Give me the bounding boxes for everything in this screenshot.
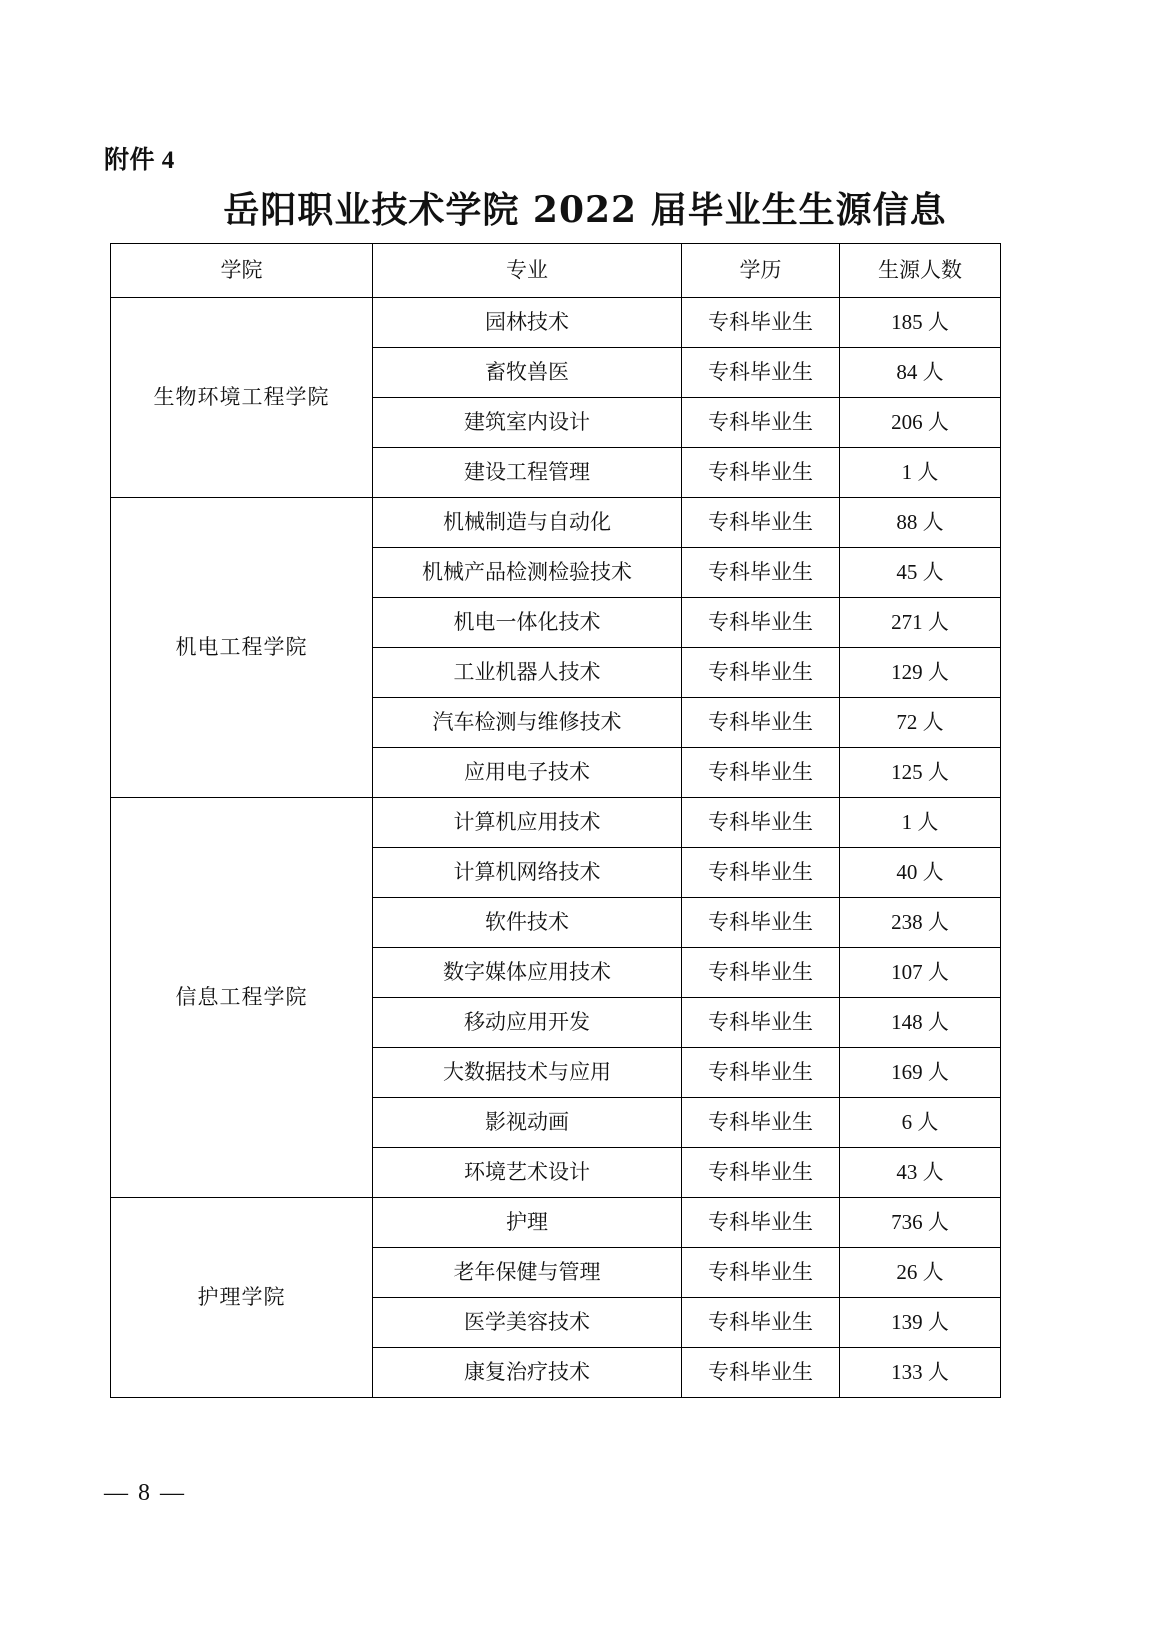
- cell-count: 139 人: [840, 1298, 1001, 1348]
- column-header-college: 学院: [111, 244, 373, 298]
- cell-count: 107 人: [840, 948, 1001, 998]
- cell-major: 机电一体化技术: [373, 598, 682, 648]
- cell-degree: 专科毕业生: [682, 348, 840, 398]
- cell-major: 汽车检测与维修技术: [373, 698, 682, 748]
- cell-major: 影视动画: [373, 1098, 682, 1148]
- table-row: [111, 798, 1001, 848]
- cell-major: 移动应用开发: [373, 998, 682, 1048]
- cell-major: 环境艺术设计: [373, 1148, 682, 1198]
- cell-count: 185 人: [840, 298, 1001, 348]
- cell-count: 40 人: [840, 848, 1001, 898]
- cell-count: 206 人: [840, 398, 1001, 448]
- cell-count: 736 人: [840, 1198, 1001, 1248]
- cell-major: 建筑室内设计: [373, 398, 682, 448]
- graduate-source-table-wrapper: [110, 243, 1000, 1398]
- cell-count: 26 人: [840, 1248, 1001, 1298]
- table-header: [111, 244, 1001, 298]
- cell-major: 软件技术: [373, 898, 682, 948]
- cell-count: 6 人: [840, 1098, 1001, 1148]
- cell-degree: 专科毕业生: [682, 948, 840, 998]
- cell-count: 238 人: [840, 898, 1001, 948]
- cell-major: 康复治疗技术: [373, 1348, 682, 1398]
- table-header-row: [111, 244, 1001, 298]
- cell-major: 畜牧兽医: [373, 348, 682, 398]
- cell-degree: 专科毕业生: [682, 398, 840, 448]
- cell-major: 医学美容技术: [373, 1298, 682, 1348]
- cell-degree: 专科毕业生: [682, 798, 840, 848]
- cell-degree: 专科毕业生: [682, 1198, 840, 1248]
- cell-major: 建设工程管理: [373, 448, 682, 498]
- cell-major: 机械产品检测检验技术: [373, 548, 682, 598]
- cell-major: 应用电子技术: [373, 748, 682, 798]
- cell-count: 1 人: [840, 448, 1001, 498]
- table-row: [111, 498, 1001, 548]
- cell-degree: 专科毕业生: [682, 298, 840, 348]
- cell-college: 护理学院: [111, 1198, 373, 1398]
- cell-count: 129 人: [840, 648, 1001, 698]
- cell-major: 计算机应用技术: [373, 798, 682, 848]
- cell-count: 84 人: [840, 348, 1001, 398]
- cell-major: 工业机器人技术: [373, 648, 682, 698]
- page-title: 岳阳职业技术学院 2022 届毕业生生源信息: [223, 189, 947, 231]
- cell-degree: 专科毕业生: [682, 498, 840, 548]
- column-header-count: 生源人数: [840, 244, 1001, 298]
- cell-major: 大数据技术与应用: [373, 1048, 682, 1098]
- cell-degree: 专科毕业生: [682, 1248, 840, 1298]
- cell-major: 计算机网络技术: [373, 848, 682, 898]
- cell-college: 生物环境工程学院: [111, 298, 373, 498]
- cell-count: 148 人: [840, 998, 1001, 1048]
- cell-degree: 专科毕业生: [682, 698, 840, 748]
- cell-count: 169 人: [840, 1048, 1001, 1098]
- cell-count: 43 人: [840, 1148, 1001, 1198]
- cell-count: 271 人: [840, 598, 1001, 648]
- cell-major: 护理: [373, 1198, 682, 1248]
- column-header-major: 专业: [373, 244, 682, 298]
- cell-degree: 专科毕业生: [682, 898, 840, 948]
- graduate-source-table: [110, 243, 1001, 1398]
- cell-degree: 专科毕业生: [682, 448, 840, 498]
- cell-count: 72 人: [840, 698, 1001, 748]
- cell-degree: 专科毕业生: [682, 1048, 840, 1098]
- cell-degree: 专科毕业生: [682, 848, 840, 898]
- attachment-label: 附件 4: [104, 147, 175, 174]
- cell-degree: 专科毕业生: [682, 748, 840, 798]
- table-body: [111, 298, 1001, 1398]
- page-number: — 8 —: [104, 1480, 186, 1506]
- cell-degree: 专科毕业生: [682, 1098, 840, 1148]
- column-header-degree: 学历: [682, 244, 840, 298]
- table-row: [111, 1198, 1001, 1248]
- cell-count: 88 人: [840, 498, 1001, 548]
- cell-count: 1 人: [840, 798, 1001, 848]
- cell-college: 信息工程学院: [111, 798, 373, 1198]
- cell-degree: 专科毕业生: [682, 1148, 840, 1198]
- cell-major: 数字媒体应用技术: [373, 948, 682, 998]
- cell-degree: 专科毕业生: [682, 998, 840, 1048]
- cell-major: 园林技术: [373, 298, 682, 348]
- cell-degree: 专科毕业生: [682, 648, 840, 698]
- cell-college: 机电工程学院: [111, 498, 373, 798]
- cell-major: 机械制造与自动化: [373, 498, 682, 548]
- cell-count: 133 人: [840, 1348, 1001, 1398]
- cell-degree: 专科毕业生: [682, 1298, 840, 1348]
- table-row: [111, 298, 1001, 348]
- cell-degree: 专科毕业生: [682, 1348, 840, 1398]
- cell-degree: 专科毕业生: [682, 598, 840, 648]
- cell-major: 老年保健与管理: [373, 1248, 682, 1298]
- cell-count: 45 人: [840, 548, 1001, 598]
- cell-degree: 专科毕业生: [682, 548, 840, 598]
- cell-count: 125 人: [840, 748, 1001, 798]
